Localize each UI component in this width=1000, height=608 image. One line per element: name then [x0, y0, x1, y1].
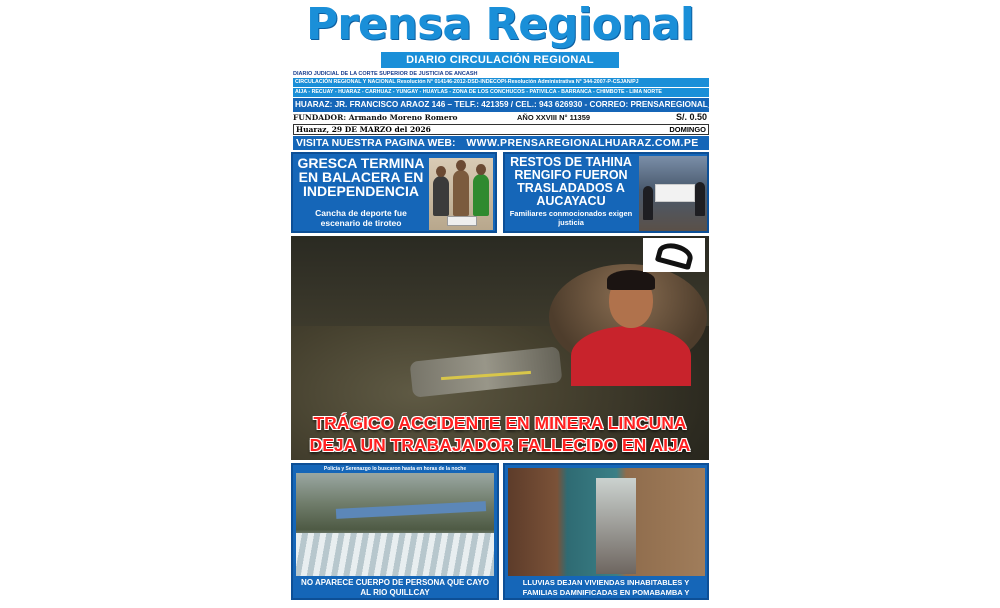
red-shirt: [571, 326, 691, 386]
price: S/. 0.50: [675, 112, 707, 122]
story-shooting-headline: GRESCA TERMINA EN BALACERA EN INDEPENDENCIA: [297, 155, 425, 199]
date-row: [293, 124, 709, 135]
main-story-mining-accident[interactable]: [291, 236, 709, 460]
coffin-photo: [639, 156, 707, 231]
story-river-kicker: Policía y Serenazgo lo buscaron hasta en horas de la noche: [323, 466, 467, 472]
river-water: [296, 533, 494, 576]
mourning-ribbon-icon: [643, 238, 705, 272]
white-coffin: [655, 184, 695, 202]
circulation-line: CIRCULACIÓN REGIONAL Y NACIONAL Resolución N° 014146-2012-DSD-INDECOPI-Resolución Administrativa N° 344-2007-P-CSJAN/PJ: [293, 78, 709, 87]
crushed-vehicle: [410, 346, 563, 397]
issue-date: Huaraz, 29 DE MARZO del 2026: [296, 125, 431, 134]
newspaper-front-page: [289, 0, 768, 607]
website-link[interactable]: WWW.PRENSAREGIONALHUARAZ.COM.PE: [466, 137, 699, 149]
story-rain-caption: LLUVIAS DEJAN VIVIENDAS INHABITABLES Y FAMILIAS DAMNIFICADAS EN POMABAMBA Y PUNGAY: [522, 578, 690, 607]
story-rain[interactable]: [503, 463, 709, 607]
website-bar: [293, 136, 709, 150]
damaged-house-photo: [508, 468, 705, 576]
contact-line: HUARAZ: JR. FRANCISCO ARAOZ 146 – TELF.: 421359 / CEL.: 943 626930 - CORREO: PRENSAREGIONAL_1@YAHOO.ES: [293, 98, 709, 112]
collapsed-wall: [596, 478, 636, 574]
issue-number: AÑO XXVIII N° 11359: [517, 113, 591, 122]
main-headline-line-1: TRÁGICO ACCIDENTE EN MINERA LINCUNA: [313, 413, 687, 433]
suspect-figure: [473, 174, 489, 216]
story-river[interactable]: [291, 463, 499, 600]
main-headline-line-2: DEJA UN TRABAJADOR FALLECIDO EN AIJA: [309, 435, 691, 455]
black-ribbon: [655, 240, 695, 271]
river-photo: [296, 473, 494, 576]
story-shooting[interactable]: [291, 152, 497, 233]
weekday: DOMINGO: [669, 125, 706, 134]
story-remains[interactable]: [503, 152, 709, 233]
bridge: [336, 501, 486, 519]
masthead-subtitle: DIARIO CIRCULACIÓN REGIONAL: [381, 52, 619, 68]
mourner-figure: [643, 186, 653, 220]
victim-portrait: [549, 264, 707, 370]
masthead-title: Prensa Regional: [306, 0, 694, 50]
cities-line: AIJA - RECUAY - HUARAZ - CARHUAZ - YUNGAY - HUAYLAS - ZONA DE LOS CONCHUCOS - PATIVILCA - BARRANCA - CHIMBOTE - LIMA NORTE: [293, 88, 709, 97]
suspect-figure: [433, 176, 449, 216]
evidence-table: [447, 216, 477, 226]
website-label: VISITA NUESTRA PAGINA WEB:: [296, 137, 456, 149]
mourner-figure: [695, 182, 705, 216]
judicial-line: DIARIO JUDICIAL DE LA CORTE SUPERIOR DE JUSTICIA DE ANCASH: [293, 71, 478, 77]
suspect-figure: [453, 170, 469, 216]
founder: FUNDADOR: Armando Moreno Romero: [293, 113, 458, 122]
story-river-caption: NO APARECE CUERPO DE PERSONA QUE CAYO AL RIO QUILLCAY: [301, 578, 489, 597]
hair: [607, 270, 655, 290]
story-remains-deck: Familiares conmocionados exigen justicia: [509, 209, 633, 227]
story-remains-headline: RESTOS DE TAHINA RENGIFO FUERON TRASLADADOS A AUCAYACU: [510, 155, 632, 208]
founder-row: [293, 113, 709, 124]
story-shooting-deck: Cancha de deporte fue escenario de tiroteo: [315, 208, 407, 228]
suspects-photo: [429, 158, 493, 230]
